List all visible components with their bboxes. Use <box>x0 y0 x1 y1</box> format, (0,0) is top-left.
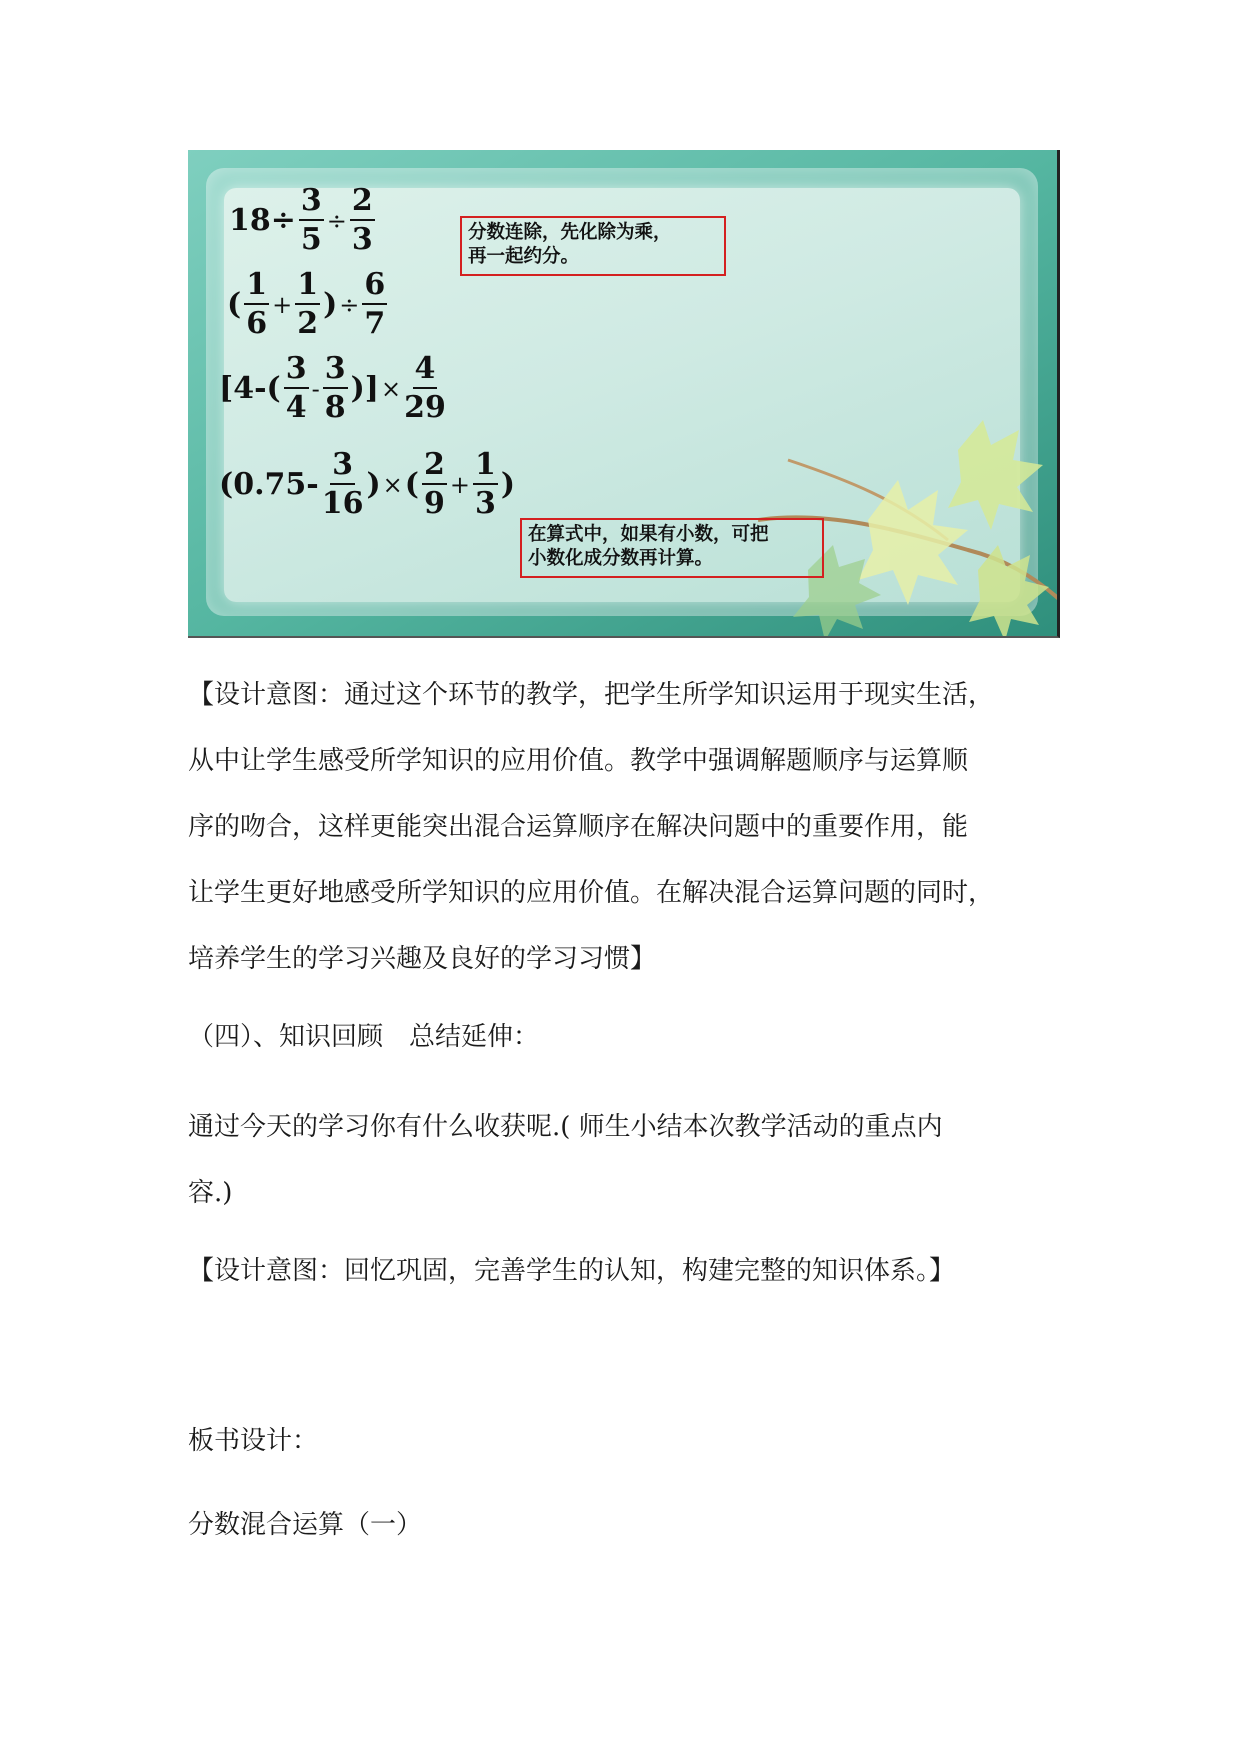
expr-lead: 18÷ <box>229 203 296 238</box>
expression-3 <box>218 351 448 425</box>
expr-paren: )] <box>350 371 379 406</box>
summary-line-1: 通过今天的学习你有什么收获呢.( 师生小结本次教学活动的重点内 <box>188 1112 943 1142</box>
fraction: $\frac{1}{6}$ <box>246 267 268 341</box>
slide-image <box>188 150 1060 638</box>
design-intent-line-1: 【设计意图：通过这个环节的教学，把学生所学知识运用于现实生活， <box>188 680 995 710</box>
summary-line-2: 容.) <box>188 1178 233 1208</box>
fraction: $\frac{3}{16}$ <box>321 447 364 521</box>
fraction: $\frac{3}{8}$ <box>324 351 346 425</box>
fraction: $\frac{3}{4}$ <box>285 351 307 425</box>
note-line: 再一起约分。 <box>468 246 580 267</box>
operator: + <box>272 290 293 319</box>
expression-1 <box>228 183 377 257</box>
expr-paren: ) <box>500 467 516 502</box>
note-box-2 <box>520 518 824 578</box>
note-box-1 <box>460 216 726 276</box>
fraction: $\frac{6}{7}$ <box>364 267 386 341</box>
operator: × <box>380 374 402 403</box>
section-heading: （四）、知识回顾 总结延伸： <box>188 1022 540 1052</box>
expr-lead: (0.75- <box>219 467 319 502</box>
design-intent-line-5: 培养学生的学习兴趣及良好的学习习惯】 <box>188 944 657 974</box>
design-intent-line-2: 从中让学生感受所学知识的应用价值。教学中强调解题顺序与运算顺 <box>188 746 969 776</box>
fraction: $\frac{1}{2}$ <box>297 267 319 341</box>
expr-paren: ( <box>227 287 242 322</box>
design-intent-line-4: 让学生更好地感受所学知识的应用价值。在解决混合运算问题的同时， <box>188 878 995 908</box>
fraction: $\frac{2}{3}$ <box>351 183 373 257</box>
expression-4 <box>218 447 516 521</box>
fraction: $\frac{4}{29}$ <box>404 351 446 425</box>
design-intent-line-3: 序的吻合，这样更能突出混合运算顺序在解决问题中的重要作用，能 <box>188 812 969 842</box>
fraction: $\frac{3}{5}$ <box>300 183 322 257</box>
operator: ÷ <box>326 206 347 235</box>
fraction: $\frac{1}{3}$ <box>474 447 496 521</box>
note-line: 在算式中，如果有小数，可把 <box>528 524 769 545</box>
operator: ÷ <box>339 290 360 319</box>
expr-paren: ) <box>323 287 338 322</box>
expr-paren: ) <box>366 467 381 502</box>
expr-lead: [4-( <box>219 371 281 406</box>
board-design-label: 板书设计： <box>188 1426 319 1456</box>
board-title: 分数混合运算（一） <box>188 1510 423 1540</box>
operator: × <box>382 470 403 499</box>
operator: + <box>449 470 470 499</box>
expr-paren: ( <box>404 467 419 502</box>
design-intent-2: 【设计意图：回忆巩固，完善学生的认知，构建完整的知识体系。】 <box>188 1256 956 1286</box>
note-line: 分数连除，先化除为乘， <box>468 222 672 243</box>
operator: - <box>311 374 320 403</box>
note-line: 小数化成分数再计算。 <box>528 548 714 569</box>
fraction: $\frac{2}{9}$ <box>423 447 445 521</box>
expression-2 <box>226 267 389 341</box>
